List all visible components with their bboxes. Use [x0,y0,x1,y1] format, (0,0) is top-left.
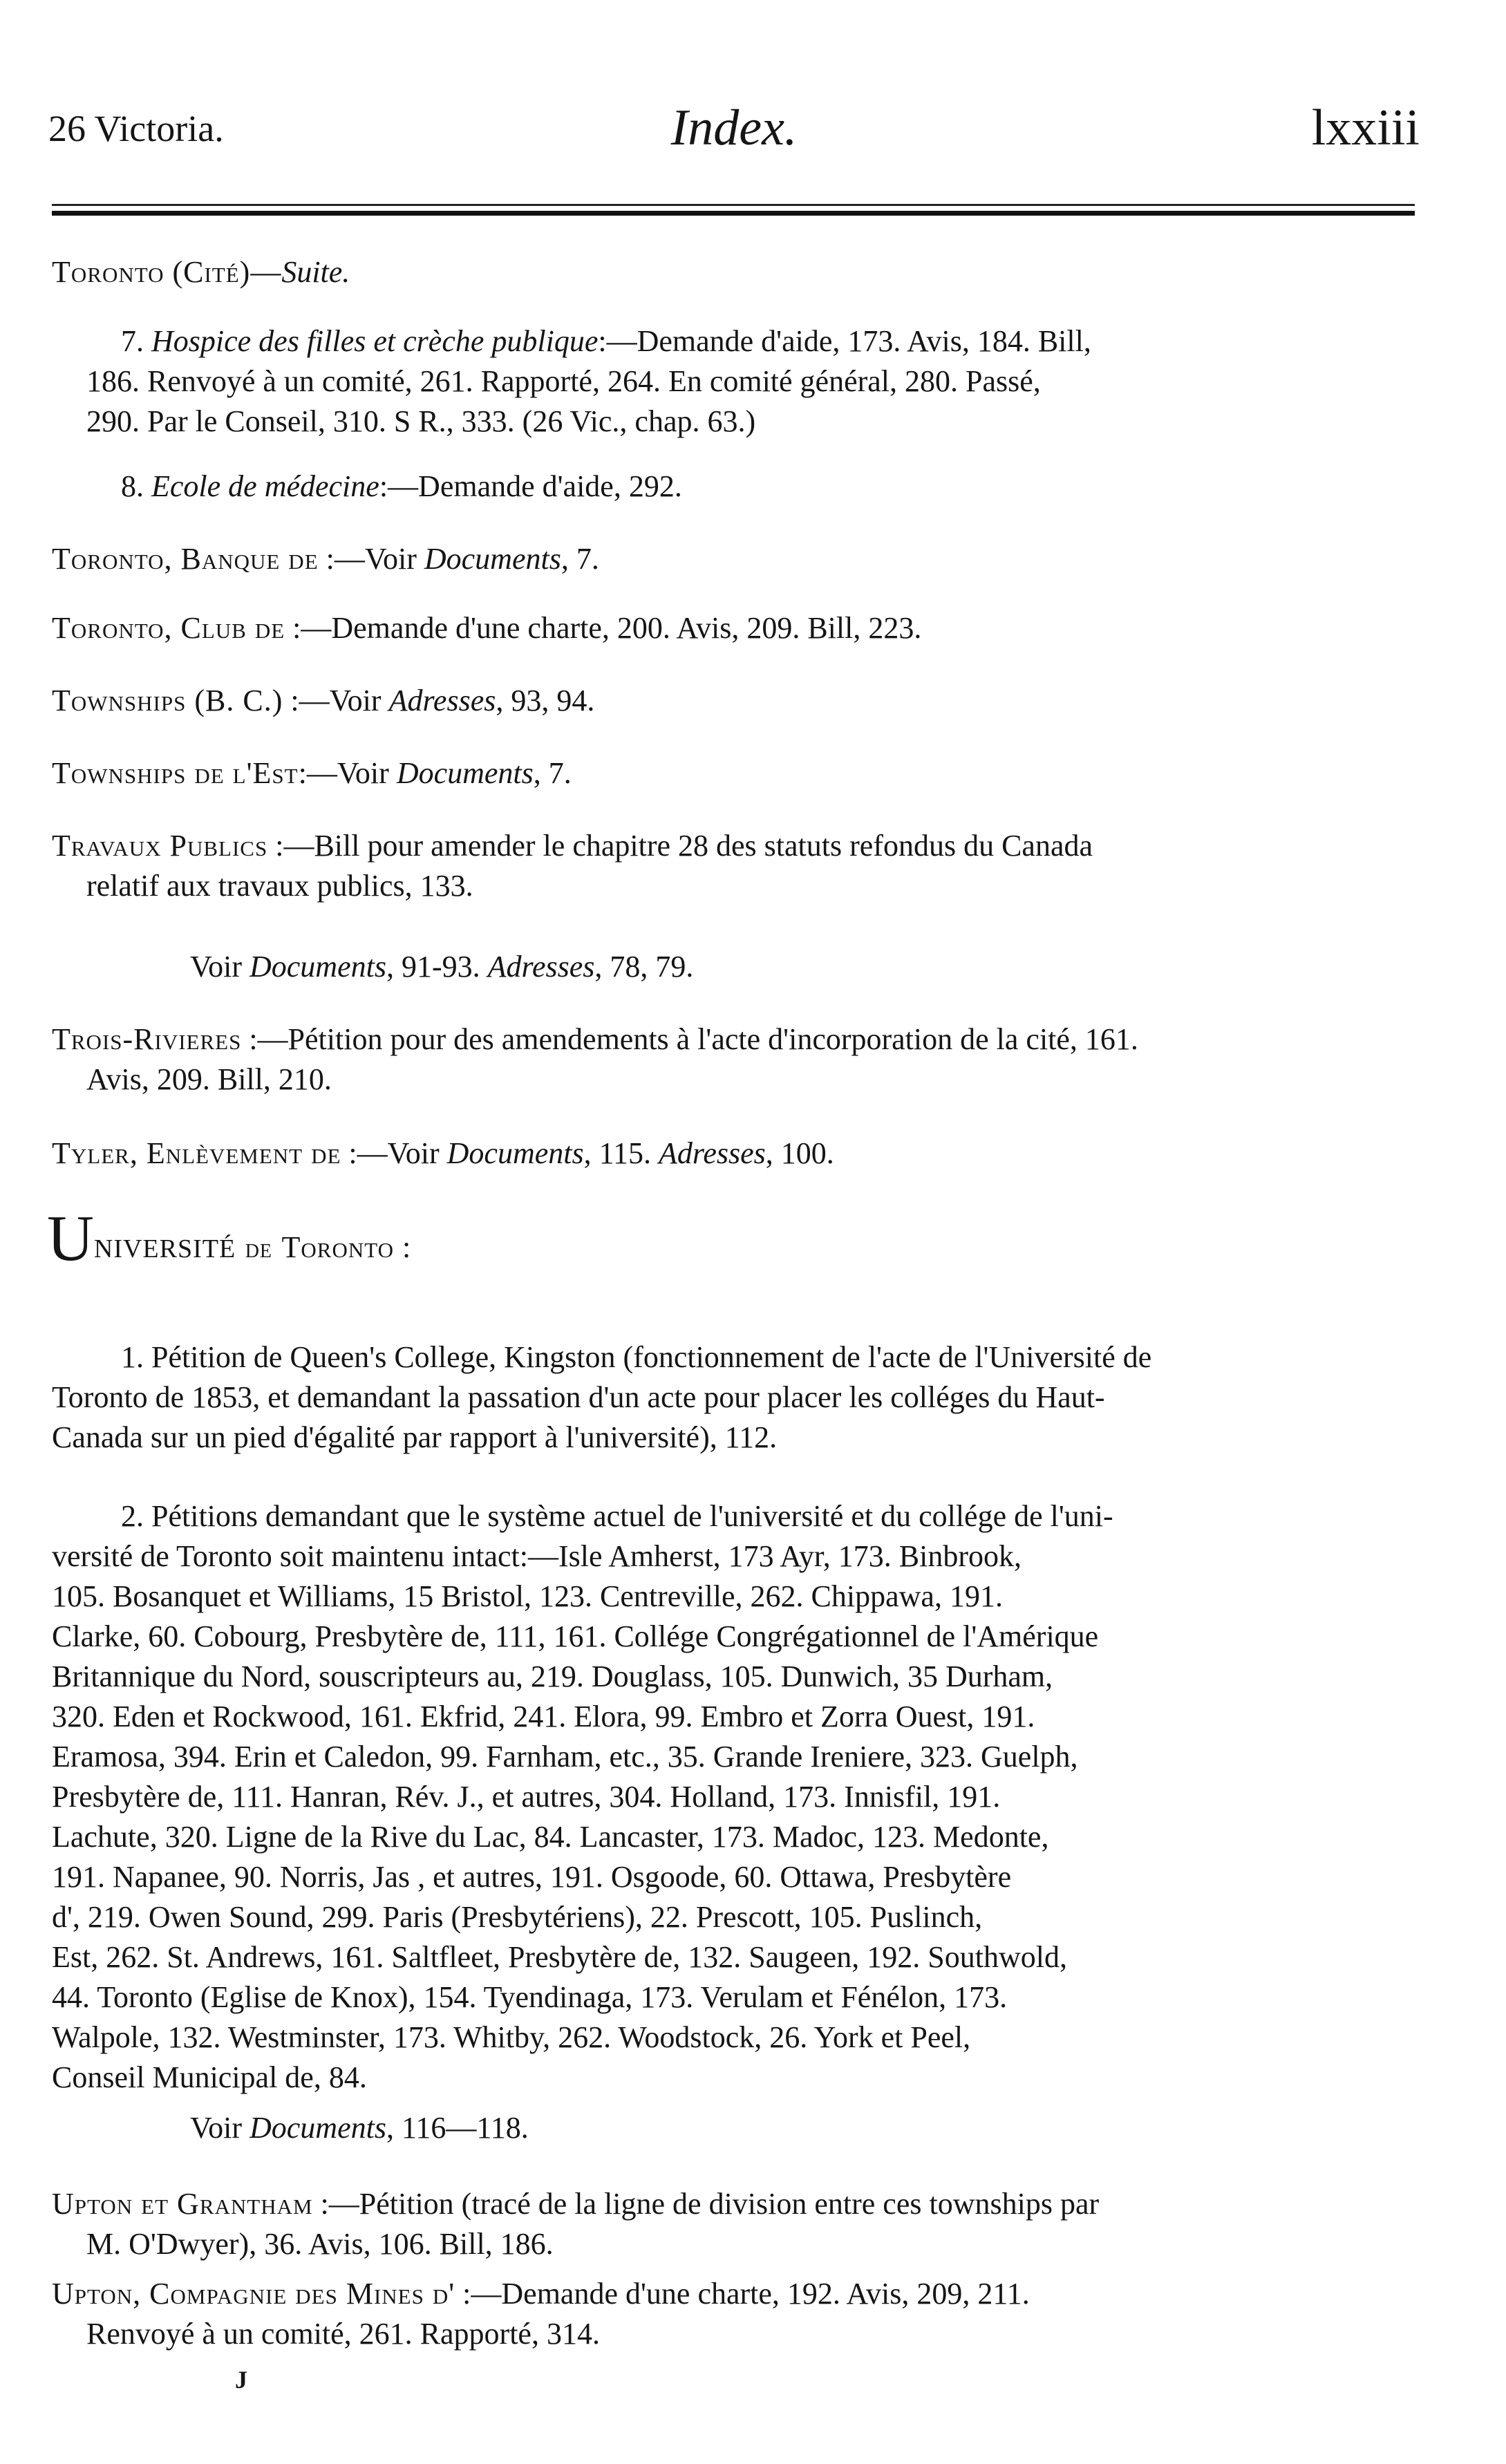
entry-townships-est: Townships de l'Est:—Voir Documents, 7. [52,756,572,790]
entry-toronto-banque: Toronto, Banque de :—Voir Documents, 7. [52,542,599,576]
page-number: lxxiii [1311,100,1420,156]
entry-upton-mines: Upton, Compagnie des Mines d' :—Demande d'une charte, 192. Avis, 209, 211. Renvoyé à un comité, 261. Rapporté, 314. [52,2277,1030,2351]
entry-item-8: 8. Ecole de médecine:—Demande d'aide, 292. [121,469,682,503]
universite-petitions-2: 2. Pétitions demandant que le système actuel de l'université et du collége de l'uni- versité de Toronto soit maintenu intact:—Isle Amherst, 173 Ayr, 173. Binbrook, 105. Bosanquet et Williams, 15 Bristol, 123. Centreville, 262. Chippawa, 191. Clarke, 60. Cobourg, Presbytère de, 111, 161. Collége Congrégationnel de l'Amérique Britannique du Nord, souscripteurs au, 219. Douglass, 105. Dunwich, 35 Durham, 320. Eden et Rockwood, 161. Ekfrid, 241. Elora, 99. Embro et Zorra Ouest, 191. Eramosa, 394. Erin et Caledon, 99. Farnham, etc., 35. Grande Ireniere, 323. Guelph, Presbytère de, 111. Hanran, Rév. J., et autres, 304. Holland, 173. Innisfil, 191. Lachute, 320. Ligne de la Rive du Lac, 84. Lancaster, 173. Madoc, 123. Medonte, 191. Napanee, 90. Norris, Jas , et autres, 191. Osgoode, 60. Ottawa, Presbytère d', 219. Owen Sound, 299. Paris (Presbytériens), 22. Prescott, 105. Puslinch, Est, 262. St. Andrews, 161. Saltfleet, Presbytère de, 132. Saugeen, 192. Southwold, 44. Toronto (Eglise de Knox), 154. Tyendinaga, 173. Verulam et Fénélon, 173. Walpole, 132. Westminster, 173. Whitby, 262. Woodstock, 26. York et Peel, Conseil Municipal de, 84. [52,1499,1113,2094]
entry-travaux-publics-voir: Voir Documents, 91-93. Adresses, 78, 79. [190,950,694,984]
header-rule-thin [52,204,1415,206]
entry-item-7: 7. Hospice des filles et crèche publique:—Demande d'aide, 173. Avis, 184. Bill, 186. Renvoyé à un comité, 261. Rapporté, 264. En comité général, 280. Passé, 290. Par le Conseil, 310. S R., 333. (26 Vic., chap. 63.) [86,324,1091,438]
entry-townships-bc: Townships (B. C.) :—Voir Adresses, 93, 94. [52,684,595,717]
running-head-left: 26 Victoria. [48,108,224,149]
entry-trois-rivieres: Trois-Rivieres :—Pétition pour des amendements à l'acte d'incorporation de la cité, 161. Avis, 209. Bill, 210. [52,1022,1138,1096]
entry-tyler: Tyler, Enlèvement de :—Voir Documents, 115. Adresses, 100. [52,1136,834,1170]
universite-petition-1: 1. Pétition de Queen's College, Kingston (fonctionnement de l'acte de l'Université de Toronto de 1853, et demandant la passation d'un acte pour placer les colléges du Haut- Canada sur un pied d'égalité par rapport à l'université), 112. [52,1340,1152,1454]
entry-toronto-cite-heading: Toronto (Cité)—Suite. [52,255,350,289]
running-head-title: Index. [670,100,798,156]
entry-toronto-club: Toronto, Club de :—Demande d'une charte, 200. Avis, 209. Bill, 223. [52,611,922,645]
universite-voir: Voir Documents, 116—118. [190,2111,529,2145]
entry-upton-grantham: Upton et Grantham :—Pétition (tracé de la ligne de division entre ces townships par M. O'Dwyer), 36. Avis, 106. Bill, 186. [52,2187,1100,2261]
signature-mark: J [235,2366,247,2394]
section-heading-universite: Université de Toronto : [47,1203,412,1275]
header-rule-thick [52,211,1415,216]
page-header [48,79,1420,162]
entry-travaux-publics: Travaux Publics :—Bill pour amender le chapitre 28 des statuts refondus du Canada relatif aux travaux publics, 133. [52,829,1093,903]
